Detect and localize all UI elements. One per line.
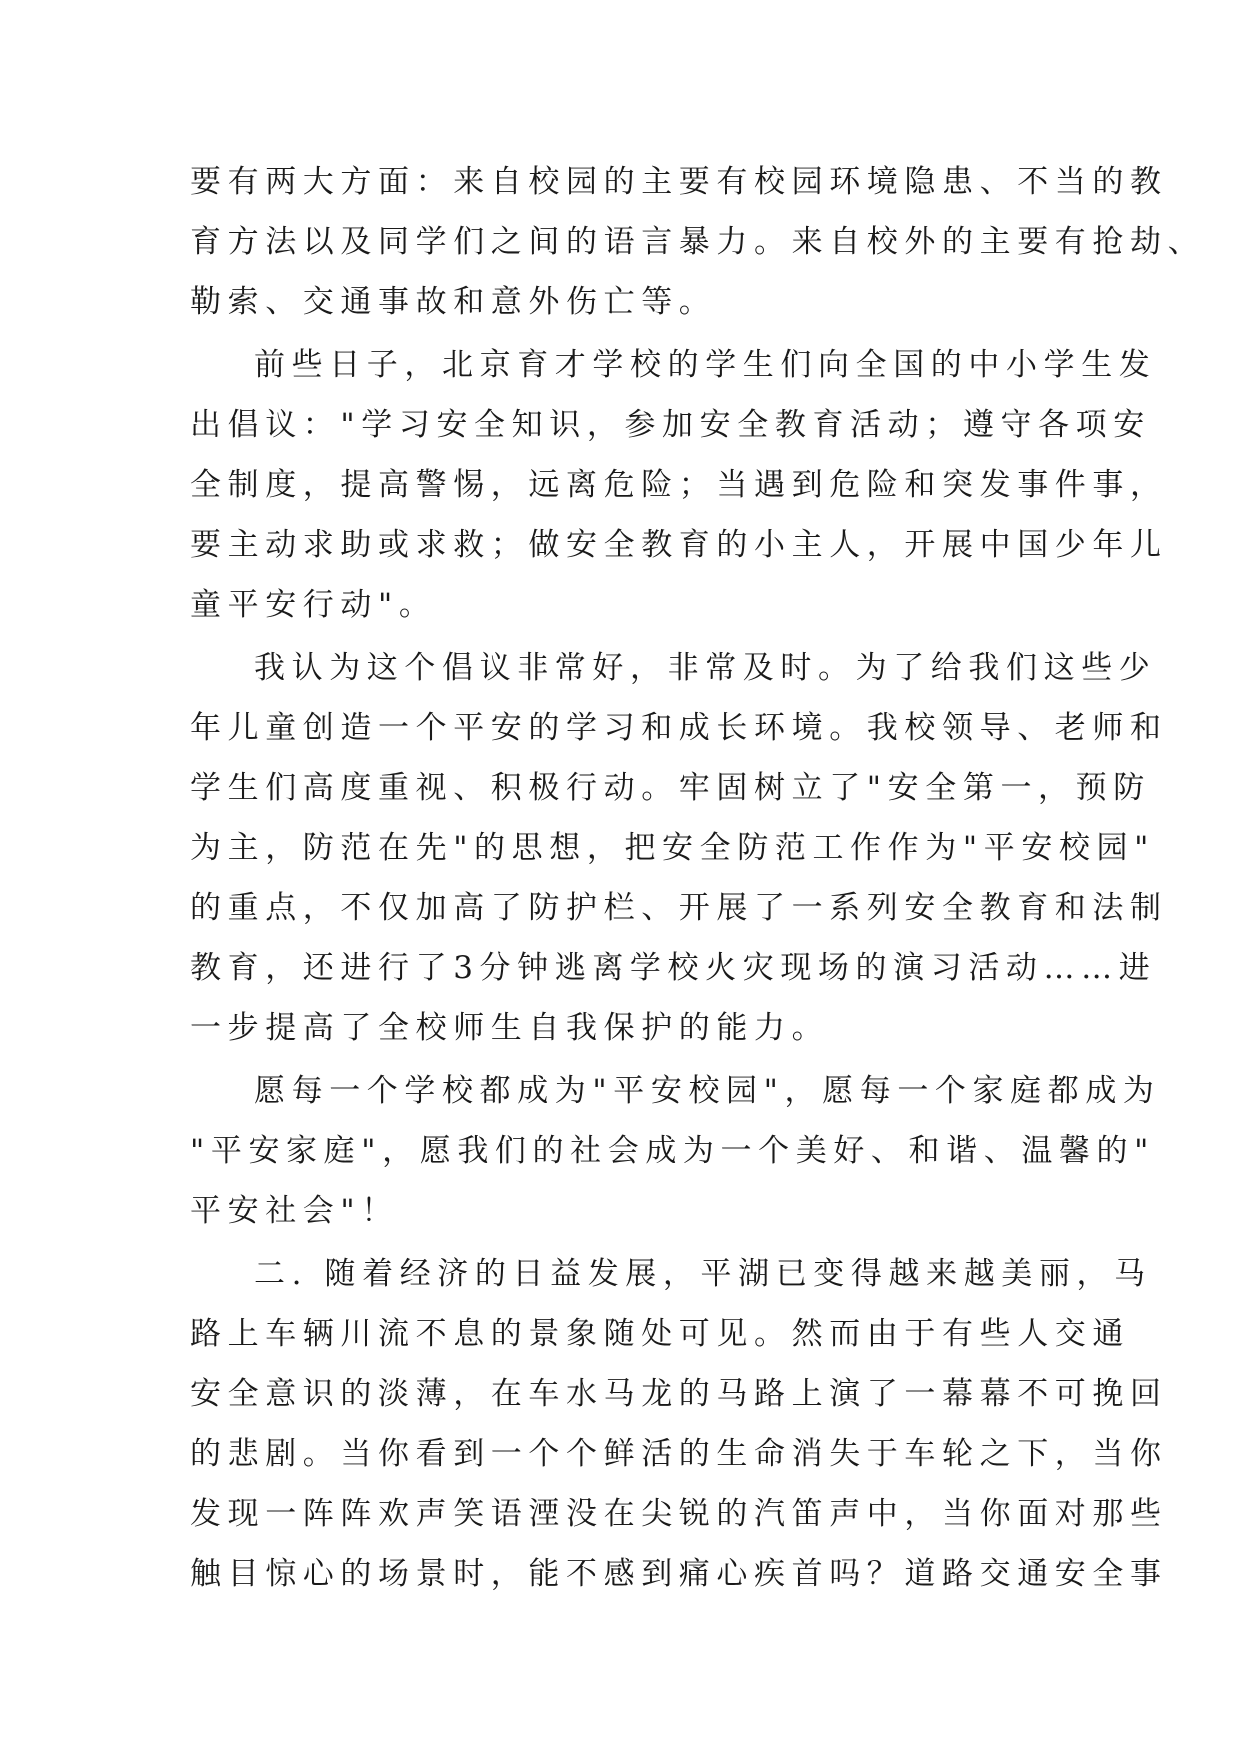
text-line: 年儿童创造一个平安的学习和成长环境。我校领导、老师和	[190, 710, 1168, 746]
text-line: 为主，防范在先"的思想，把安全防范工作作为"平安校园"	[190, 830, 1155, 866]
text-line: 发现一阵阵欢声笑语湮没在尖锐的汽笛声中，当你面对那些	[190, 1496, 1168, 1532]
text-line: 一步提高了全校师生自我保护的能力。	[190, 1010, 830, 1046]
text-line: 安全意识的淡薄，在车水马龙的马路上演了一幕幕不可挽回	[190, 1376, 1168, 1412]
text-line: 童平安行动"。	[190, 587, 437, 623]
text-line: 育方法以及同学们之间的语言暴力。来自校外的主要有抢劫、	[190, 224, 1206, 260]
text-line: 的重点，不仅加高了防护栏、开展了一系列安全教育和法制	[190, 890, 1168, 926]
paragraph-first-line: 二. 随着经济的日益发展，平湖已变得越来越美丽，马	[254, 1256, 1152, 1292]
text-line: 出倡议："学习安全知识，参加安全教育活动；遵守各项安	[190, 407, 1151, 443]
text-line: 要有两大方面：来自校园的主要有校园环境隐患、不当的教	[190, 164, 1168, 200]
text-line: 路上车辆川流不息的景象随处可见。然而由于有些人交通	[190, 1316, 1130, 1352]
text-line: 全制度，提高警惕，远离危险；当遇到危险和突发事件事，	[190, 467, 1168, 503]
paragraph-first-line: 我认为这个倡议非常好，非常及时。为了给我们这些少	[254, 650, 1157, 686]
text-line: 教育，还进行了3分钟逃离学校火灾现场的演习活动……进	[190, 950, 1157, 986]
text-line: 勒索、交通事故和意外伤亡等。	[190, 284, 717, 320]
text-line: 的悲剧。当你看到一个个鲜活的生命消失于车轮之下，当你	[190, 1436, 1168, 1472]
text-line: 触目惊心的场景时，能不感到痛心疾首吗？道路交通安全事	[190, 1556, 1168, 1592]
text-line: 平安社会"！	[190, 1193, 399, 1229]
text-line: 学生们高度重视、积极行动。牢固树立了"安全第一，预防	[190, 770, 1151, 806]
paragraph-first-line: 愿每一个学校都成为"平安校园"，愿每一个家庭都成为	[254, 1073, 1161, 1109]
text-line: "平安家庭"，愿我们的社会成为一个美好、和谐、温馨的"	[190, 1133, 1155, 1169]
text-line: 要主动求助或求救；做安全教育的小主人，开展中国少年儿	[190, 527, 1168, 563]
paragraph-first-line: 前些日子，北京育才学校的学生们向全国的中小学生发	[254, 347, 1157, 383]
